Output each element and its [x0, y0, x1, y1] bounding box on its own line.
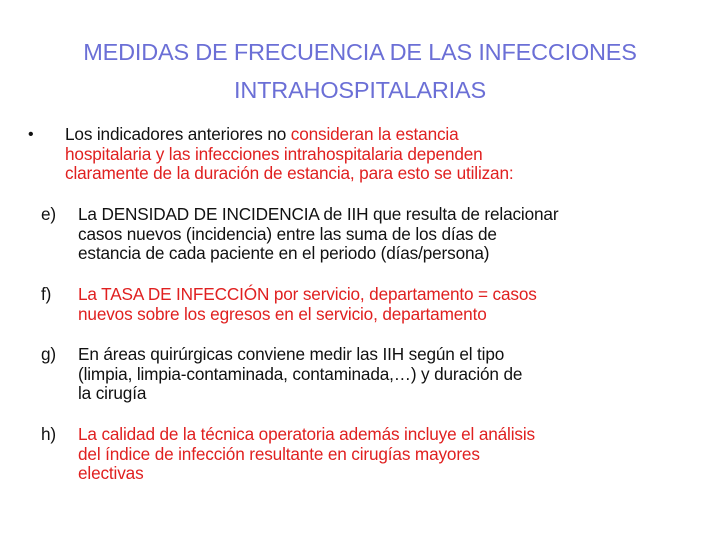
intro-paragraph: [65, 125, 514, 184]
item-f-line-2: nuevos sobre los egresos en el servicio, departamento: [78, 303, 487, 324]
item-h-paragraph: [78, 425, 535, 484]
item-f-line-1: La TASA DE INFECCIÓN por servicio, departamento = casos: [78, 284, 537, 304]
item-e-marker: e): [41, 204, 56, 224]
bullet-marker: •: [28, 126, 34, 143]
item-g-marker: g): [41, 344, 56, 364]
title-line-1: MEDIDAS DE FRECUENCIA DE LAS INFECCIONES: [83, 39, 637, 65]
intro-line-3: claramente de la duración de estancia, para esto se utilizan:: [65, 163, 514, 183]
item-e-paragraph: [78, 205, 558, 264]
intro-line-1-text: Los indicadores anteriores no: [65, 124, 291, 144]
item-h-line-2: del índice de infección resultante en cirugías mayores: [78, 443, 480, 464]
title-line-2: INTRAHOSPITALARIAS: [234, 77, 486, 103]
item-e-line-3: estancia de cada paciente en el periodo (días/persona): [78, 243, 490, 263]
intro-line-2: hospitalaria y las infecciones intrahospitalaria dependen: [65, 143, 483, 164]
item-e-line-2: casos nuevos (incidencia) entre las suma de los días de: [78, 223, 497, 244]
item-h-line-3: electivas: [78, 463, 144, 483]
item-g-line-1: En áreas quirúrgicas conviene medir las IIH según el tipo: [78, 344, 505, 364]
item-h-marker: h): [41, 424, 56, 444]
intro-line-1: [65, 125, 514, 145]
item-f-paragraph: [78, 285, 537, 324]
item-g-line-2: (limpia, limpia-contaminada, contaminada,…) y duración de: [78, 363, 523, 384]
item-g-paragraph: [78, 345, 522, 404]
slide-title: [40, 33, 680, 109]
item-f-marker: f): [41, 284, 52, 304]
item-g-line-3: la cirugía: [78, 383, 147, 403]
intro-line-1-highlight: consideran la estancia: [290, 124, 459, 144]
item-h-line-1: La calidad de la técnica operatoria además incluye el análisis: [78, 424, 535, 444]
item-e-line-1: La DENSIDAD DE INCIDENCIA de IIH que resulta de relacionar: [78, 204, 559, 224]
